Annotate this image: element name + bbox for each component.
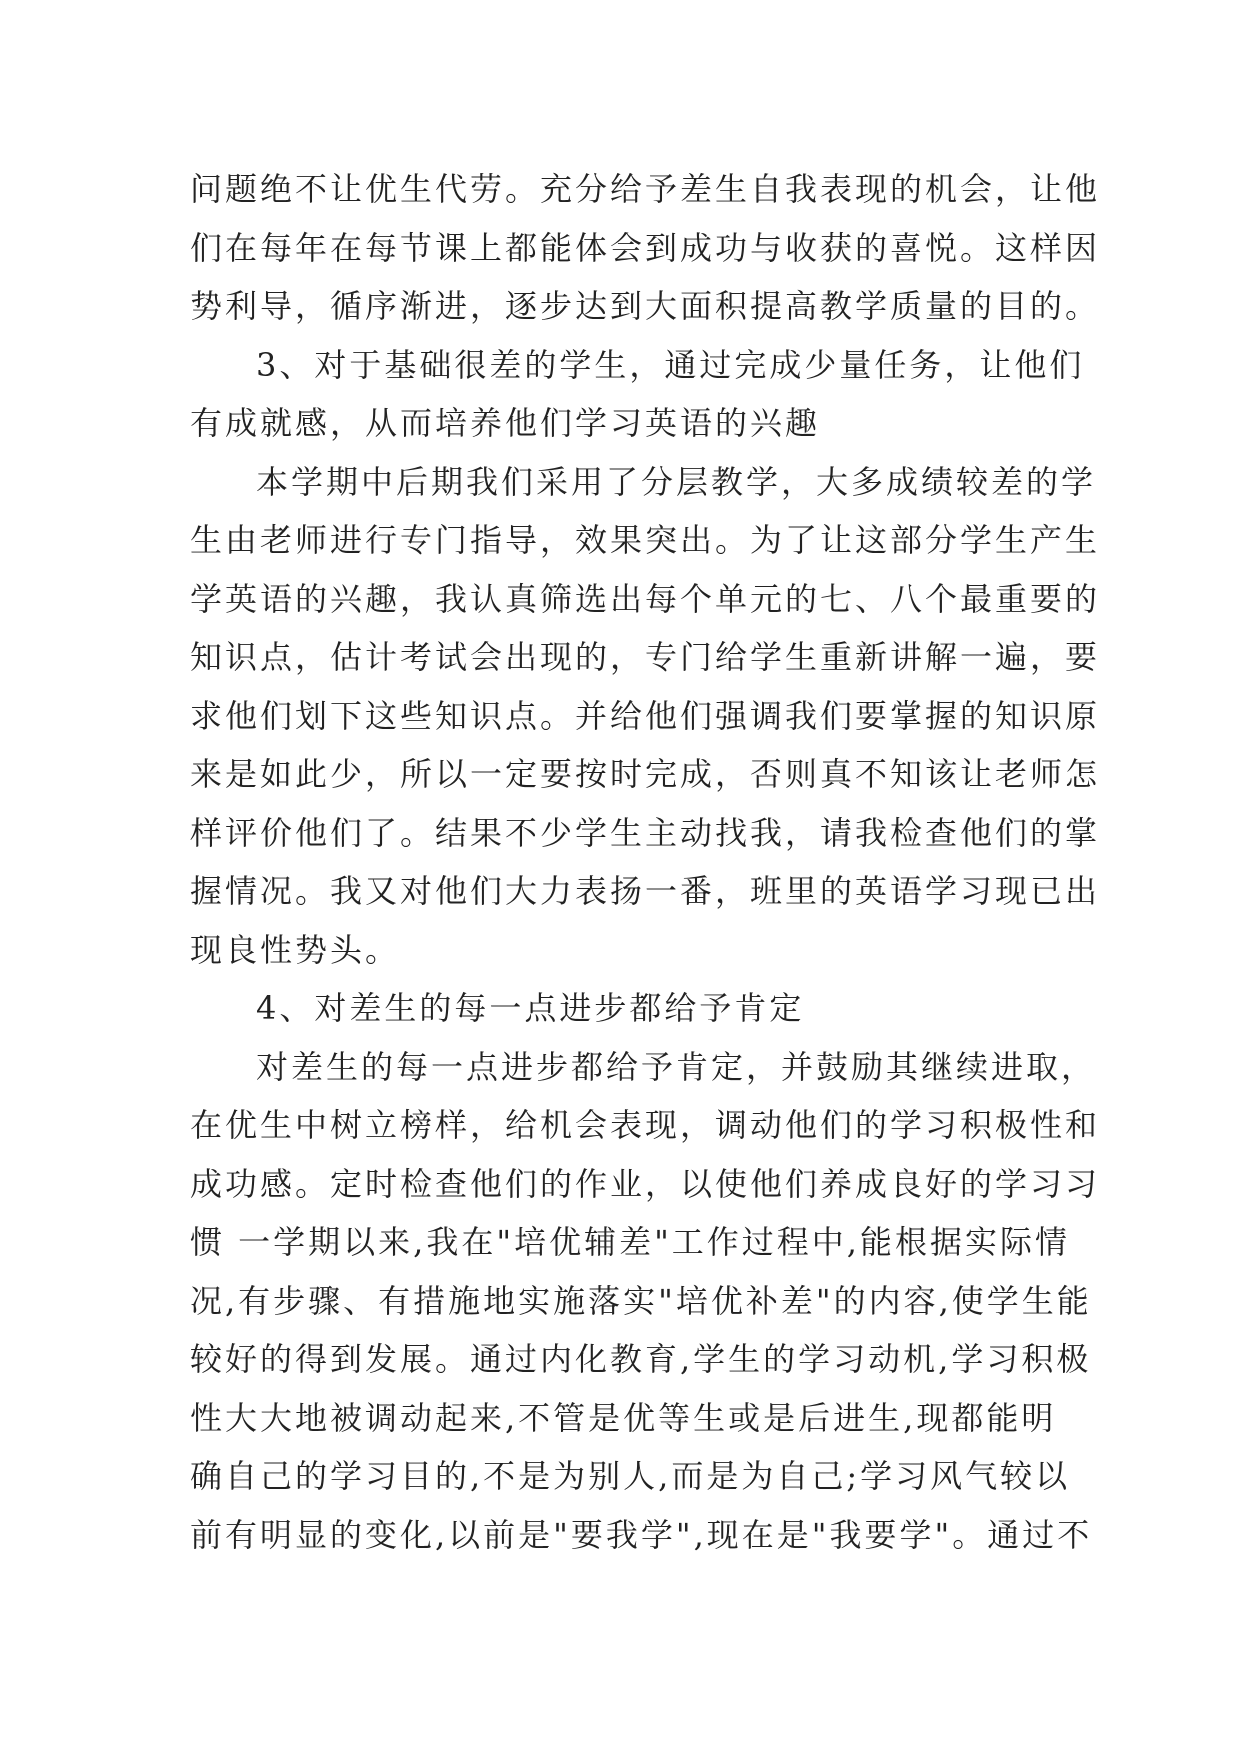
text-line: 在优生中树立榜样，给机会表现，调动他们的学习积极性和 [190,1106,1101,1144]
body-text [190,160,1101,1564]
text-line: 样评价他们了。结果不少学生主动找我，请我检查他们的掌 [190,813,1101,852]
text-line: 性大大地被调动起来,不管是优等生或是后进生,现都能明 [190,1398,1057,1437]
text-line: 成功感。定时检查他们的作业，以使他们养成良好的学习习 [190,1164,1101,1203]
text-line: 现良性势头。 [190,930,401,969]
text-line: 们在每年在每节课上都能体会到成功与收获的喜悦。这样因 [190,228,1101,267]
text-line: 求他们划下这些知识点。并给他们强调我们要掌握的知识原 [190,696,1101,735]
text-line: 学英语的兴趣，我认真筛选出每个单元的七、八个最重要的 [190,579,1101,618]
text-line: 较好的得到发展。通过内化教育,学生的学习动机,学习积极 [190,1340,1092,1378]
text-line: 确自己的学习目的,不是为别人,而是为自己;学习风气较以 [190,1457,1071,1495]
paragraph-start: 对差生的每一点进步都给予肯定，并鼓励其继续进取， [256,1047,1097,1086]
text-line: 问题绝不让优生代劳。充分给予差生自我表现的机会，让他 [190,170,1101,208]
text-line: 况,有步骤、有措施地实施落实"培优补差"的内容,使学生能 [190,1281,1092,1320]
section-heading-3: 3、对于基础很差的学生，通过完成少量任务，让他们 [256,345,1085,384]
section-heading-4: 4、对差生的每一点进步都给予肯定 [256,989,805,1027]
text-line: 惯 一学期以来,我在"培优辅差"工作过程中,能根据实际情 [190,1223,1070,1261]
text-line: 前有明显的变化,以前是"要我学",现在是"我要学"。通过不 [190,1515,1093,1554]
paragraph-start: 本学期中后期我们采用了分层教学，大多成绩较差的学 [256,462,1097,501]
text-line: 有成就感，从而培养他们学习英语的兴趣 [190,404,821,442]
text-line: 知识点，估计考试会出现的，专门给学生重新讲解一遍，要 [190,638,1101,676]
text-line: 生由老师进行专门指导，效果突出。为了让这部分学生产生 [190,521,1101,559]
text-line: 势利导，循序渐进，逐步达到大面积提高教学质量的目的。 [190,287,1101,325]
text-line: 握情况。我又对他们大力表扬一番，班里的英语学习现已出 [190,872,1101,910]
text-line: 来是如此少，所以一定要按时完成，否则真不知该让老师怎 [190,755,1101,793]
